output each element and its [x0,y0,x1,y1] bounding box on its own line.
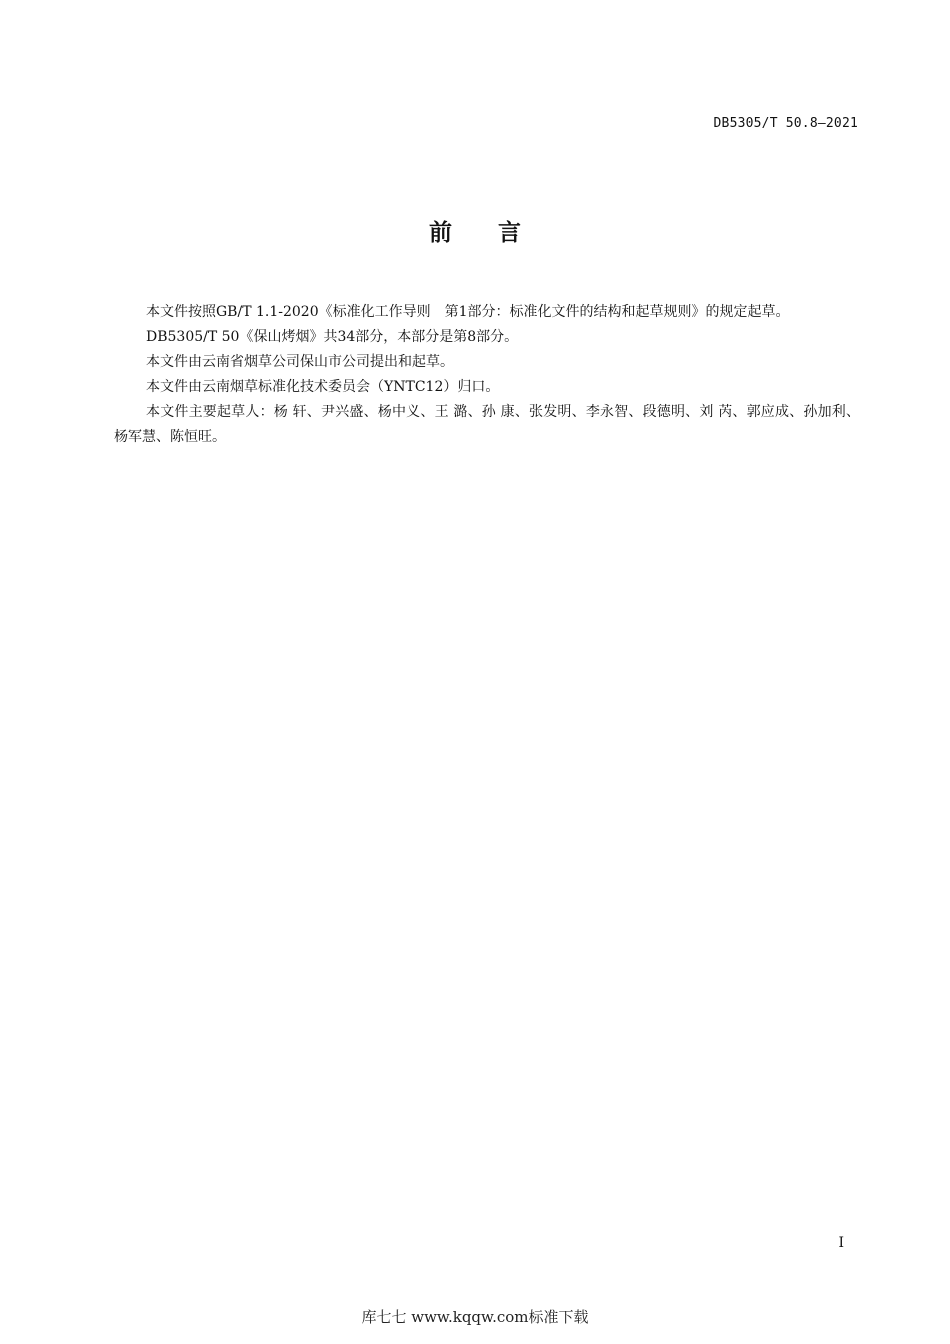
footer-watermark: 库七七 www.kqqw.com标准下载 [361,1308,589,1326]
foreword-body [114,300,860,450]
paragraph-proposer: 本文件由云南省烟草公司保山市公司提出和起草。 [146,354,454,370]
page-number: I [838,1235,844,1251]
paragraph-drafters: 本文件主要起草人：杨 轩、尹兴盛、杨中义、王 潞、孙 康、张发明、李永智、段德明、刘 芮、郭应成、孙加利、杨军慧、陈恒旺。 [114,404,860,445]
document-code: DB5305/T 50.8—2021 [713,116,858,131]
page-title: 前言 [429,220,567,246]
paragraph-series-part: DB5305/T 50《保山烤烟》共34部分，本部分是第8部分。 [146,329,519,345]
paragraph-standard-basis: 本文件按照GB/T 1.1-2020《标准化工作导则 第1部分：标准化文件的结构和起草规则》的规定起草。 [146,304,790,320]
paragraph-committee: 本文件由云南烟草标准化技术委员会（YNTC12）归口。 [146,379,500,395]
